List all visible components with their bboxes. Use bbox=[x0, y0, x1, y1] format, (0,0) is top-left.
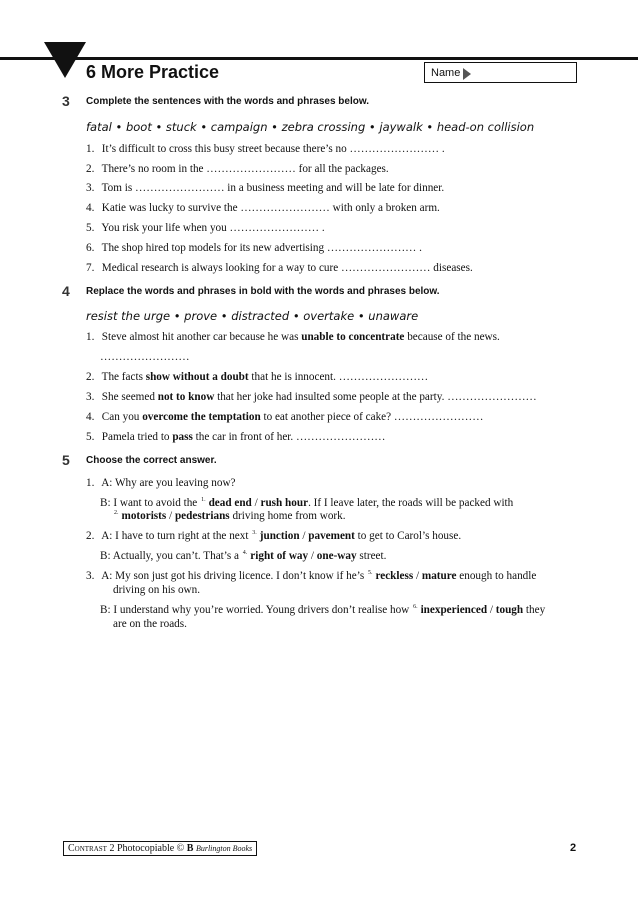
list-item[interactable]: 2. The facts show without a doubt that he is innocent. …………………… bbox=[86, 371, 429, 383]
answer-line[interactable]: …………………… bbox=[100, 351, 190, 363]
exercise-number: 5 bbox=[62, 452, 70, 468]
dialogue-line[interactable]: 2. A: I have to turn right at the next $^{3.}$ junction / pavement to get to Carol’s house. bbox=[86, 530, 462, 542]
header-rule bbox=[0, 57, 638, 60]
publisher-logo-icon: B bbox=[186, 843, 194, 854]
list-item[interactable]: 2. There’s no room in the …………………… for all the packages. bbox=[86, 163, 389, 175]
name-field[interactable] bbox=[424, 62, 577, 83]
exercise-number: 4 bbox=[62, 283, 70, 299]
list-item[interactable]: 5. You risk your life when you …………………… . bbox=[86, 222, 325, 234]
list-item[interactable]: 6. The shop hired top models for its new advertising …………………… . bbox=[86, 242, 422, 254]
page-number: 2 bbox=[570, 842, 577, 854]
list-item[interactable]: 5. Pamela tried to pass the car in front of her. …………………… bbox=[86, 431, 386, 443]
dialogue-line[interactable]: B: I want to avoid the $^{1.}$ dead end / rush hour. If I leave later, the roads will be packed with bbox=[100, 497, 514, 509]
footer-copyright: Contrast 2 Photocopiable © B Burlington Books bbox=[63, 841, 257, 856]
word-bank: resist the urge • prove • distracted • overtake • unaware bbox=[86, 309, 419, 323]
dialogue-line[interactable]: 3. A: My son just got his driving licence. I don’t know if he’s $^{5.}$ reckless / mature enough to handle bbox=[86, 570, 537, 582]
list-item[interactable]: 4. Katie was lucky to survive the …………………… with only a broken arm. bbox=[86, 202, 440, 214]
word-bank: fatal • boot • stuck • campaign • zebra crossing • jaywalk • head-on collision bbox=[86, 120, 535, 134]
triangle-marker-icon bbox=[44, 42, 86, 78]
exercise-instruction: Replace the words and phrases in bold with the words and phrases below. bbox=[86, 286, 440, 297]
arrow-right-icon bbox=[463, 68, 471, 80]
list-item[interactable]: 7. Medical research is always looking for a way to cure …………………… diseases. bbox=[86, 262, 473, 274]
dialogue-line: driving on his own. bbox=[113, 584, 201, 596]
list-item[interactable]: 3. She seemed not to know that her joke had insulted some people at the party. …………………… bbox=[86, 391, 537, 403]
dialogue-line[interactable]: B: Actually, you can’t. That’s a $^{4.}$ right of way / one-way street. bbox=[100, 550, 387, 562]
dialogue-line[interactable]: B: I understand why you’re worried. Young drivers don’t realise how $^{6.}$ inexperienced / tough they bbox=[100, 604, 546, 616]
exercise-instruction: Complete the sentences with the words and phrases below. bbox=[86, 96, 370, 107]
list-item[interactable]: 1. It’s difficult to cross this busy street because there’s no …………………… . bbox=[86, 143, 445, 155]
dialogue-line: 1. A: Why are you leaving now? bbox=[86, 477, 236, 489]
dialogue-line[interactable]: $^{2.}$ motorists / pedestrians driving home from work. bbox=[114, 510, 346, 522]
list-item[interactable]: 1. Steve almost hit another car because he was unable to concentrate because of the news. bbox=[86, 331, 500, 343]
name-label: Name bbox=[431, 67, 461, 79]
list-item[interactable]: 4. Can you overcome the temptation to eat another piece of cake? …………………… bbox=[86, 411, 484, 423]
exercise-number: 3 bbox=[62, 93, 70, 109]
dialogue-line: are on the roads. bbox=[113, 618, 187, 630]
exercise-instruction: Choose the correct answer. bbox=[86, 455, 217, 466]
page-title: 6 More Practice bbox=[86, 62, 220, 82]
list-item[interactable]: 3. Tom is …………………… in a business meeting and will be late for dinner. bbox=[86, 182, 445, 194]
